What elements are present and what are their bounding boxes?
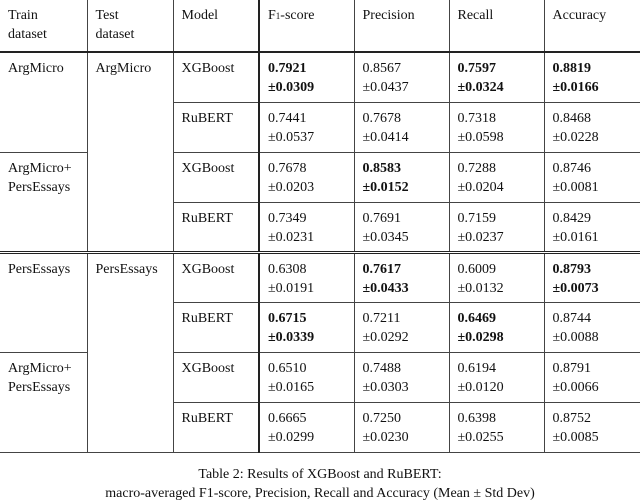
metric-mean: 0.7318 [457,110,496,126]
header-recall: Recall [449,0,544,52]
metric-std: ±0.0339 [268,329,315,345]
metric-std: ±0.0152 [362,179,409,195]
recall-cell [449,102,544,152]
recall-cell [449,352,544,402]
precision-cell [354,202,449,252]
metric-std: ±0.0309 [268,80,315,95]
metric-mean: 0.7441 [268,110,307,126]
metric-std: ±0.0414 [362,129,409,145]
model-cell: RuBERT [173,202,259,252]
accuracy-cell [544,152,640,202]
test-dataset-cell: PersEssays [87,252,173,452]
table-caption-line2: macro-averaged F1-score, Precision, Recall and Accuracy (Mean ± Std Dev) [105,486,535,501]
precision-cell [354,302,449,352]
metric-mean: 0.7488 [362,360,401,376]
metric-std: ±0.0132 [457,280,504,296]
table-caption: Table 2: Results of XGBoost and RuBERT: [198,467,442,482]
recall-cell [449,302,544,352]
metric-std: ±0.0203 [268,179,315,195]
header-precision: Precision [354,0,449,52]
model-cell: XGBoost [173,152,259,202]
metric-std: ±0.0073 [552,280,599,296]
metric-std: ±0.0088 [552,329,599,345]
f1-score-cell [259,52,354,102]
metric-mean: 0.6398 [457,410,496,426]
metric-std: ±0.0303 [362,379,409,395]
metric-mean: 0.8791 [552,360,591,376]
metric-mean: 0.7211 [362,310,401,326]
metric-std: ±0.0237 [457,229,504,245]
metric-mean: 0.8429 [552,210,591,226]
metric-std: ±0.0120 [457,379,504,395]
f1-score-cell [259,352,354,402]
train-dataset-cell [0,252,87,352]
model-cell: XGBoost [173,52,259,102]
metric-mean: 0.6469 [457,310,496,326]
metric-std: ±0.0161 [552,229,599,245]
train-dataset-label: PersEssays [8,261,71,277]
accuracy-cell [544,102,640,152]
f1-score-cell [259,252,354,302]
metric-std: ±0.0292 [362,329,409,345]
metric-mean: 0.6715 [268,310,307,326]
metric-mean: 0.7349 [268,210,307,226]
accuracy-cell [544,302,640,352]
metric-std: ±0.0598 [457,129,504,145]
precision-cell [354,352,449,402]
model-cell: RuBERT [173,302,259,352]
metric-mean: 0.8567 [362,61,401,76]
metric-mean: 0.8744 [552,310,591,326]
metric-std: ±0.0324 [457,80,504,95]
f1-score-cell [259,152,354,202]
header-accuracy: Accuracy [544,0,640,52]
train-dataset-cell [0,52,87,152]
metric-mean: 0.7250 [362,410,401,426]
metric-mean: 0.6665 [268,410,307,426]
table-row [0,52,640,102]
header-train-dataset: Train dataset [0,0,87,52]
train-dataset-label: ArgMicro+ [8,360,72,376]
metric-std: ±0.0204 [457,179,504,195]
header-f1-score: F1-score [259,0,354,52]
metric-std: ±0.0081 [552,179,599,195]
metric-std: ±0.0230 [362,429,409,445]
metric-mean: 0.7678 [268,160,307,176]
metric-mean: 0.6009 [457,261,496,277]
header-model: Model [173,0,259,52]
metric-mean: 0.6510 [268,360,307,376]
metric-mean: 0.8752 [552,410,591,426]
metric-std: ±0.0298 [457,329,504,345]
recall-cell [449,202,544,252]
precision-cell [354,252,449,302]
accuracy-cell [544,402,640,452]
metric-std: ±0.0437 [362,80,409,95]
header-test-dataset: Test dataset [87,0,173,52]
recall-cell [449,252,544,302]
metric-mean: 0.7597 [457,61,496,76]
metric-std: ±0.0165 [268,379,315,395]
precision-cell [354,402,449,452]
metric-mean: 0.7288 [457,160,496,176]
metric-std: ±0.0166 [552,80,599,95]
metric-mean: 0.8819 [552,61,591,76]
metric-std: ±0.0228 [552,129,599,145]
metric-mean: 0.7617 [362,261,401,277]
precision-cell [354,152,449,202]
model-cell: XGBoost [173,252,259,302]
metric-std: ±0.0066 [552,379,599,395]
precision-cell [354,102,449,152]
model-cell: RuBERT [173,102,259,152]
test-dataset-cell: ArgMicro [87,52,173,252]
metric-mean: 0.7921 [268,61,307,76]
metric-std: ±0.0255 [457,429,504,445]
f1-score-cell [259,302,354,352]
recall-cell [449,152,544,202]
metric-mean: 0.8468 [552,110,591,126]
metric-std: ±0.0433 [362,280,409,296]
metric-mean: 0.6308 [268,261,307,277]
accuracy-cell [544,252,640,302]
accuracy-cell [544,202,640,252]
table-row [0,252,640,302]
train-dataset-cell [0,352,87,452]
metric-mean: 0.7159 [457,210,496,226]
metric-std: ±0.0345 [362,229,409,245]
accuracy-cell [544,352,640,402]
accuracy-cell [544,52,640,102]
metric-mean: 0.8583 [362,160,401,176]
metric-mean: 0.7678 [362,110,401,126]
f1-score-cell [259,202,354,252]
metric-std: ±0.0537 [268,129,315,145]
metric-mean: 0.8793 [552,261,591,277]
header-row [0,0,640,52]
metric-std: ±0.0191 [268,280,315,296]
metric-mean: 0.7691 [362,210,401,226]
f1-score-cell [259,402,354,452]
precision-cell [354,52,449,102]
recall-cell [449,52,544,102]
train-dataset-label: PersEssays [8,179,71,195]
metric-mean: 0.6194 [457,360,496,376]
f1-score-cell [259,102,354,152]
recall-cell [449,402,544,452]
metric-mean: 0.8746 [552,160,591,176]
metric-std: ±0.0231 [268,229,315,245]
train-dataset-cell [0,152,87,252]
metric-std: ±0.0299 [268,429,315,445]
train-dataset-label: ArgMicro+ [8,160,72,176]
metric-std: ±0.0085 [552,429,599,445]
model-cell: XGBoost [173,352,259,402]
model-cell: RuBERT [173,402,259,452]
train-dataset-label: ArgMicro [8,61,64,76]
train-dataset-label: PersEssays [8,379,71,395]
